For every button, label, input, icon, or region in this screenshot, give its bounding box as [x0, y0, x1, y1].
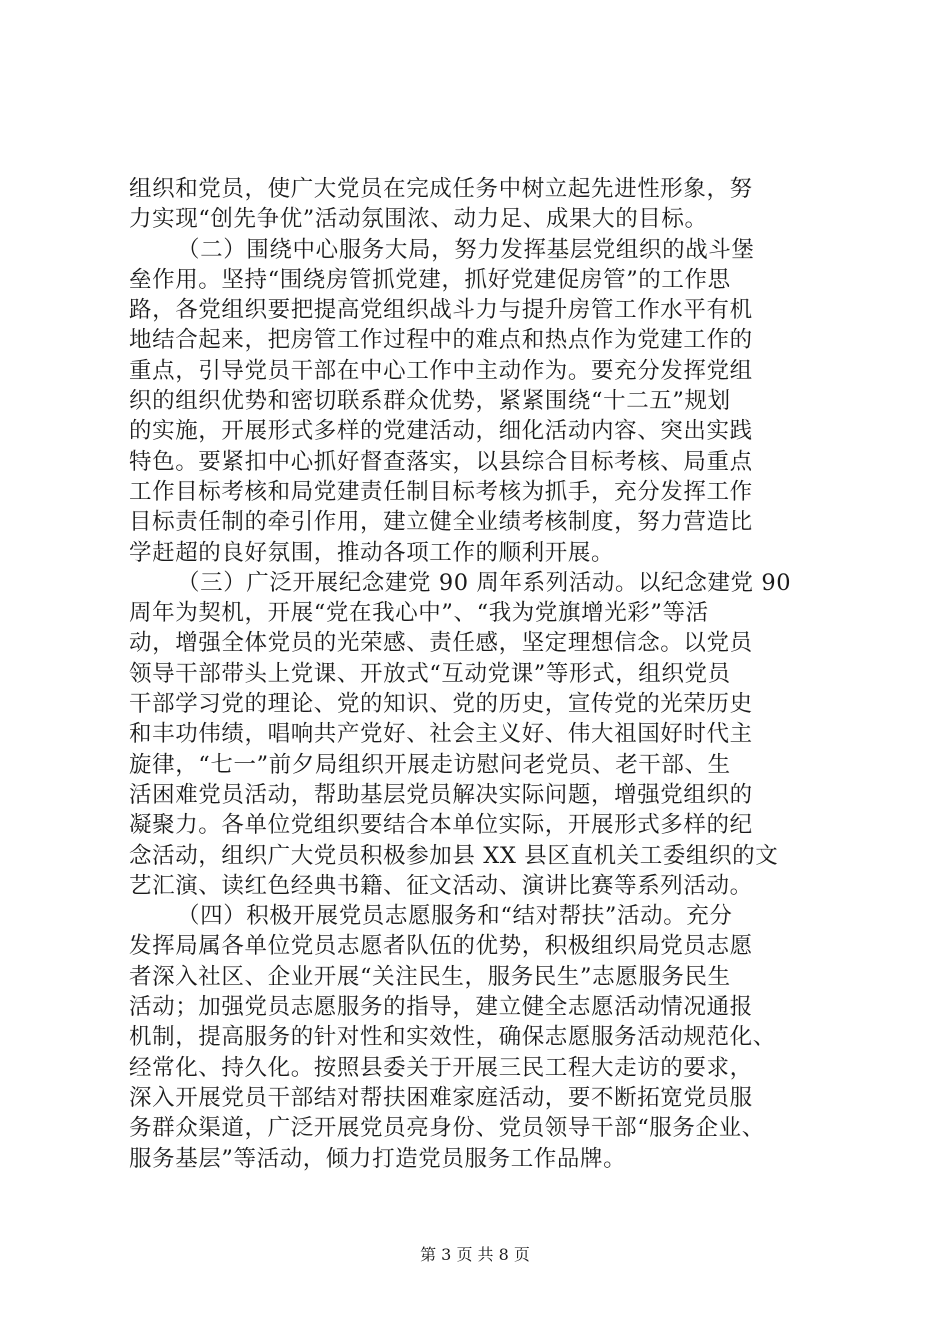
- body-line: 织的组织优势和密切联系群众优势，紧紧围绕“十二五”规划: [129, 388, 731, 415]
- body-line: 学赶超的良好氛围，推动各项工作的顺利开展。: [129, 539, 615, 566]
- body-line: 旋律，“七一”前夕局组织开展走访慰问老党员、老干部、生: [129, 751, 731, 778]
- body-line: 动，增强全体党员的光荣感、责任感，坚定理想信念。以党员: [129, 630, 753, 657]
- body-line: 特色。要紧扣中心抓好督查落实，以县综合目标考核、局重点: [129, 448, 753, 475]
- body-line: 发挥局属各单位党员志愿者队伍的优势，积极组织局党员志愿: [129, 933, 753, 960]
- body-line: 的实施，开展形式多样的党建活动，细化活动内容、突出实践: [129, 418, 753, 445]
- body-line: 活困难党员活动，帮助基层党员解决实际问题，增强党组织的: [129, 781, 753, 808]
- body-line: 活动；加强党员志愿服务的指导，建立健全志愿活动情况通报: [129, 994, 753, 1021]
- body-line: 念活动，组织广大党员积极参加县 XX 县区直机关工委组织的文: [129, 842, 779, 869]
- body-line: 重点，引导党员干部在中心工作中主动作为。要充分发挥党组: [129, 357, 753, 384]
- body-line: 干部学习党的理论、党的知识、党的历史，宣传党的光荣历史: [129, 691, 753, 718]
- body-line: 和丰功伟绩，唱响共产党好、社会主义好、伟大祖国好时代主: [129, 721, 753, 748]
- body-line: 者深入社区、企业开展“关注民生，服务民生”志愿服务民生: [129, 963, 731, 990]
- body-line: 垒作用。坚持“围绕房管抓党建，抓好党建促房管”的工作思: [129, 266, 731, 293]
- body-line: 路，各党组织要把提高党组织战斗力与提升房管工作水平有机: [129, 297, 753, 324]
- body-line: 周年为契机，开展“党在我心中”、“我为党旗增光彩”等活: [129, 600, 709, 627]
- body-line: 凝聚力。各单位党组织要结合本单位实际，开展形式多样的纪: [129, 812, 753, 839]
- section-heading-line: （三）广泛开展纪念建党 90 周年系列活动。以纪念建党 90: [177, 569, 792, 596]
- body-line: 机制，提高服务的针对性和实效性，确保志愿服务活动规范化、: [129, 1024, 776, 1051]
- page-number-footer: 第 3 页 共 8 页: [420, 1245, 530, 1264]
- body-line: 经常化、持久化。按照县委关于开展三民工程大走访的要求，: [129, 1054, 753, 1081]
- section-heading-line: （二）围绕中心服务大局，努力发挥基层党组织的战斗堡: [177, 236, 755, 263]
- body-line: 务群众渠道，广泛开展党员亮身份、党员领导干部“服务企业、: [129, 1115, 765, 1142]
- document-body: [129, 174, 825, 1174]
- body-line: 深入开展党员干部结对帮扶困难家庭活动，要不断拓宽党员服: [129, 1084, 753, 1111]
- body-line: 领导干部带头上党课、开放式“互动党课”等形式，组织党员: [129, 660, 731, 687]
- body-line: 组织和党员，使广大党员在完成任务中树立起先进性形象，努: [129, 176, 753, 202]
- section-heading-line: （四）积极开展党员志愿服务和“结对帮扶”活动。充分: [177, 903, 733, 930]
- body-line: 地结合起来，把房管工作过程中的难点和热点作为党建工作的: [129, 327, 753, 354]
- body-line: 目标责任制的牵引作用，建立健全业绩考核制度，努力营造比: [129, 509, 753, 536]
- body-line: 服务基层”等活动，倾力打造党员服务工作品牌。: [129, 1145, 627, 1172]
- body-line: 力实现“创先争优”活动氛围浓、动力足、成果大的目标。: [129, 206, 708, 233]
- body-line: 工作目标考核和局党建责任制目标考核为抓手，充分发挥工作: [129, 478, 753, 505]
- body-line: 艺汇演、读红色经典书籍、征文活动、演讲比赛等系列活动。: [129, 872, 753, 899]
